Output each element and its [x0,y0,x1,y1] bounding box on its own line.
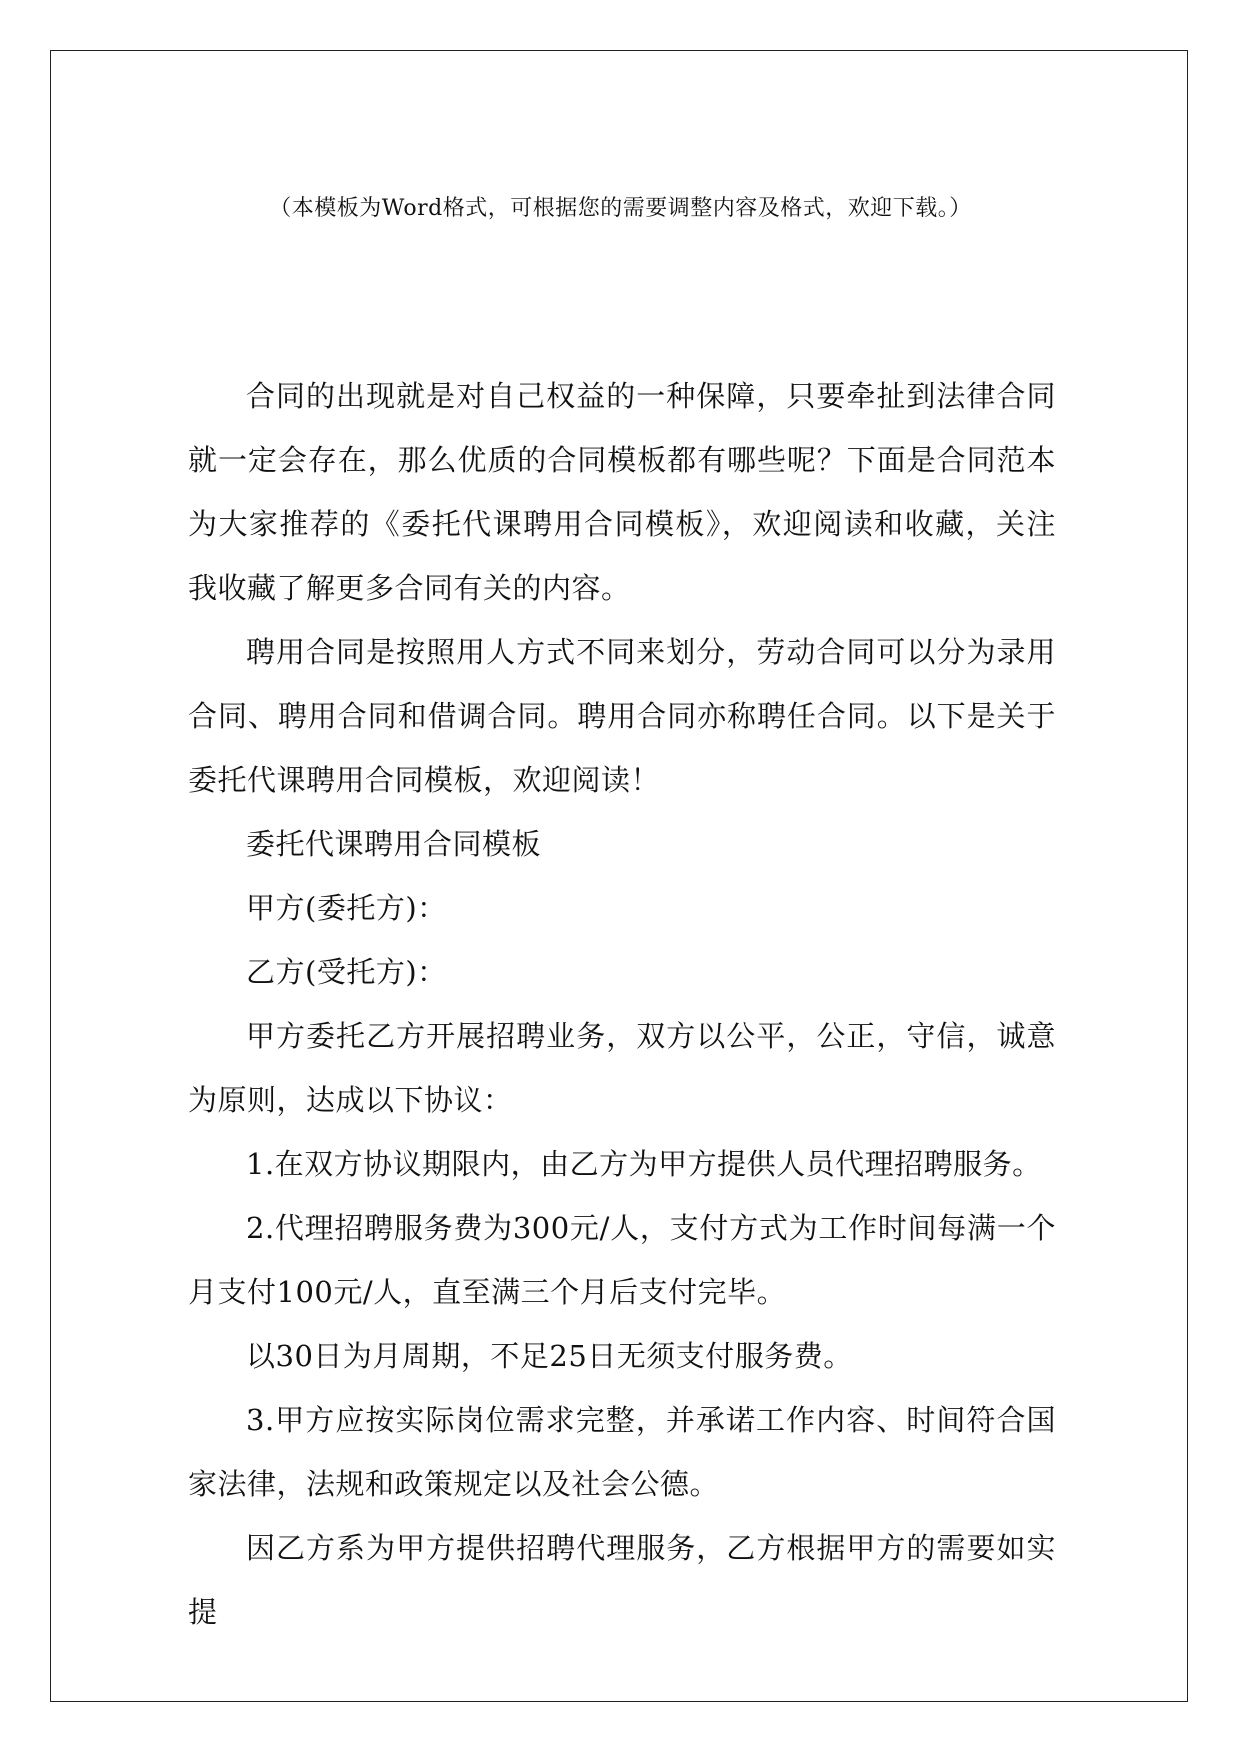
clause-2-note: 以30日为月周期，不足25日无须支付服务费。 [246,1339,853,1373]
intro-paragraph: 合同的出现就是对自己权益的一种保障，只要牵扯到法律合同就一定会存在，那么优质的合同模板都有哪些呢？下面是合同范本为大家推荐的《委托代课聘用合同模板》，欢迎阅读和收藏，关注我收藏了解更多合同有关的内容。 [188,379,1056,605]
party-b-line: 乙方(受托方)： [246,955,447,989]
party-a-line: 甲方(委托方)： [246,891,447,925]
contract-title: 委托代课聘用合同模板 [246,827,542,861]
clause-3-continued: 因乙方系为甲方提供招聘代理服务，乙方根据甲方的需要如实提 [188,1531,1056,1629]
agreement-preamble: 甲方委托乙方开展招聘业务，双方以公平，公正，守信，诚意为原则，达成以下协议： [188,1019,1056,1117]
clause-2: 2.代理招聘服务费为300元/人，支付方式为工作时间每满一个月支付100元/人，直至满三个月后支付完毕。 [188,1211,1056,1309]
document-body [188,364,1056,1644]
clause-3: 3.甲方应按实际岗位需求完整，并承诺工作内容、时间符合国家法律，法规和政策规定以及社会公德。 [188,1403,1056,1501]
clause-1: 1.在双方协议期限内，由乙方为甲方提供人员代理招聘服务。 [246,1147,1042,1181]
definition-paragraph: 聘用合同是按照用人方式不同来划分，劳动合同可以分为录用合同、聘用合同和借调合同。聘用合同亦称聘任合同。以下是关于委托代课聘用合同模板，欢迎阅读！ [188,635,1056,797]
template-note: （本模板为Word格式，可根据您的需要调整内容及格式，欢迎下载。） [269,196,972,221]
